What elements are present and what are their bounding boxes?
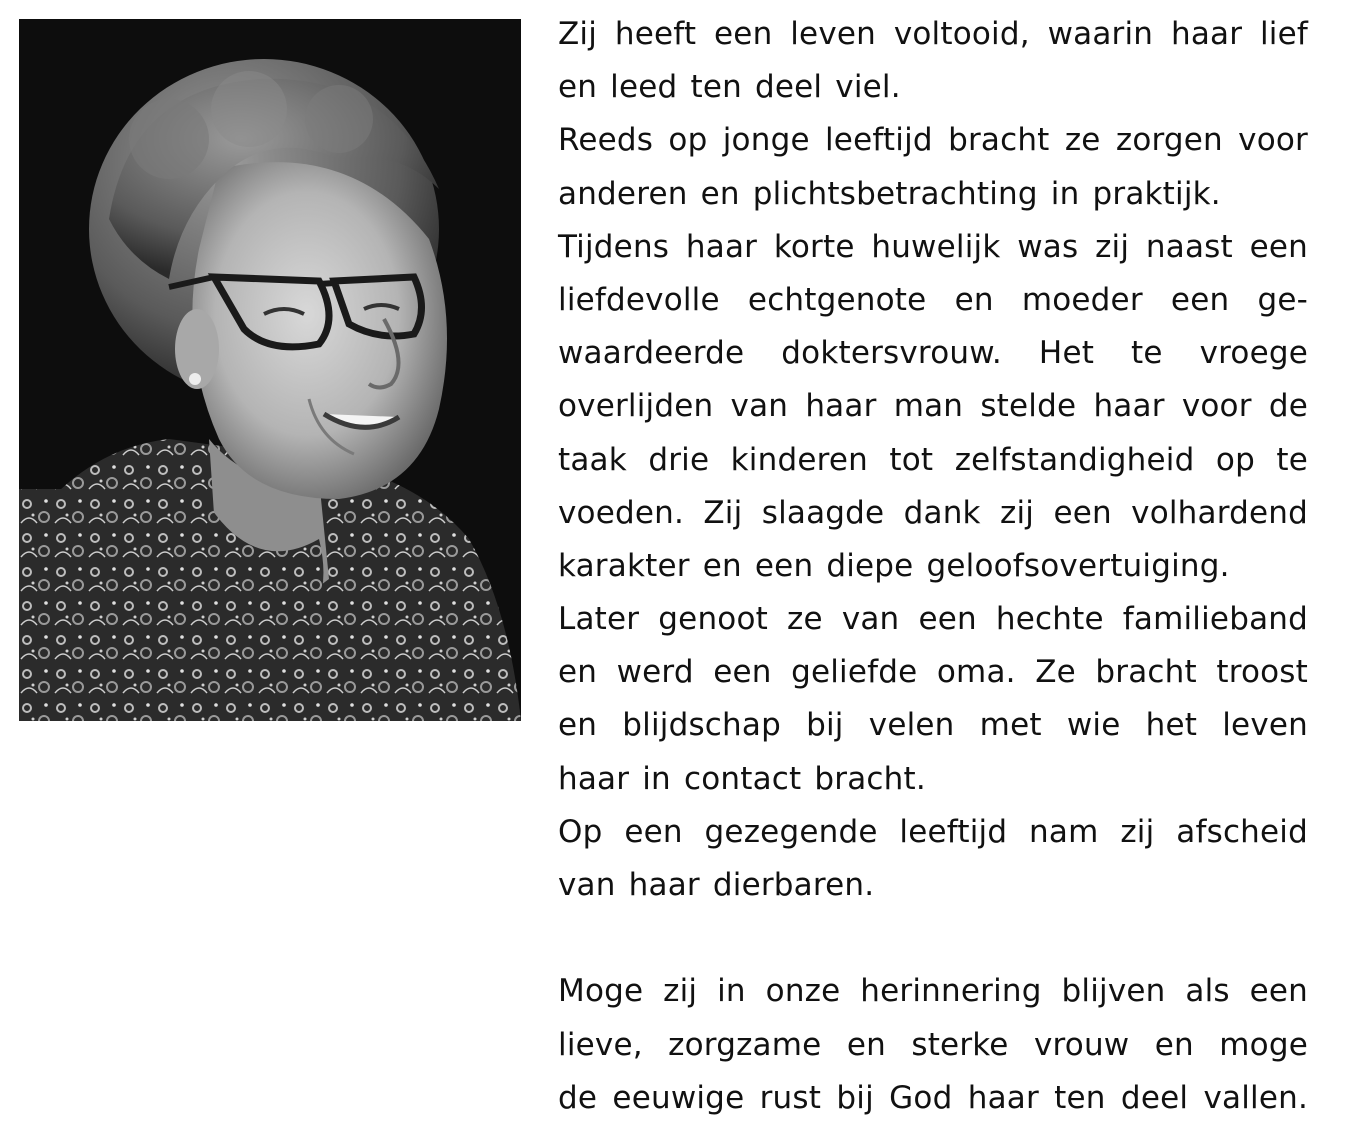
text-line: karakter en een diepe geloofsovertuiging. bbox=[558, 547, 1230, 584]
text-line: liefdevolle echtgenote en moeder een ge- bbox=[558, 281, 1308, 318]
text-line: anderen en plichtsbetrachting in praktijk. bbox=[558, 175, 1221, 212]
text-line: waardeerde doktersvrouw. Het te vroege bbox=[558, 335, 1308, 372]
text-line: Op een gezegende leeftijd nam zij afscheid bbox=[558, 813, 1308, 850]
paragraph-family bbox=[558, 593, 1308, 806]
text-line: overlijden van haar man stelde haar voor de bbox=[558, 388, 1308, 425]
text-line: van haar dierbaren. bbox=[558, 867, 875, 903]
paragraph-life bbox=[558, 8, 1308, 114]
text-line: Moge zij in onze herinnering blijven als een bbox=[558, 973, 1308, 1010]
paragraph-marriage bbox=[558, 221, 1308, 593]
text-line: Reeds op jonge leeftijd bracht ze zorgen voor bbox=[558, 122, 1308, 159]
text-line: Tijdens haar korte huwelijk was zij naast een bbox=[558, 228, 1308, 265]
text-line: en leed ten deel viel. bbox=[558, 69, 901, 106]
text-line: en werd een geliefde oma. Ze bracht troost bbox=[558, 654, 1308, 691]
paragraph-memory bbox=[558, 965, 1308, 1125]
text-line: haar in contact bracht. bbox=[558, 760, 926, 797]
text-line: en blijdschap bij velen met wie het leven bbox=[558, 707, 1308, 744]
text-line: voeden. Zij slaagde dank zij een volhardend bbox=[558, 494, 1308, 531]
portrait-photo-icon bbox=[19, 19, 521, 721]
portrait-photo bbox=[19, 19, 521, 721]
text-line: Zij heeft een leven voltooid, waarin haar lief bbox=[558, 16, 1308, 52]
paragraph-youth bbox=[558, 114, 1308, 220]
text-line: lieve, zorgzame en sterke vrouw en moge bbox=[558, 1026, 1308, 1063]
obituary-text bbox=[558, 8, 1308, 1125]
text-line: de eeuwige rust bij God haar ten deel vallen. bbox=[558, 1079, 1308, 1116]
text-line: Later genoot ze van een hechte familieband bbox=[558, 601, 1308, 638]
text-line: taak drie kinderen tot zelfstandigheid op te bbox=[558, 441, 1308, 478]
paragraph-farewell bbox=[558, 806, 1308, 912]
paragraph-gap bbox=[558, 912, 1308, 965]
